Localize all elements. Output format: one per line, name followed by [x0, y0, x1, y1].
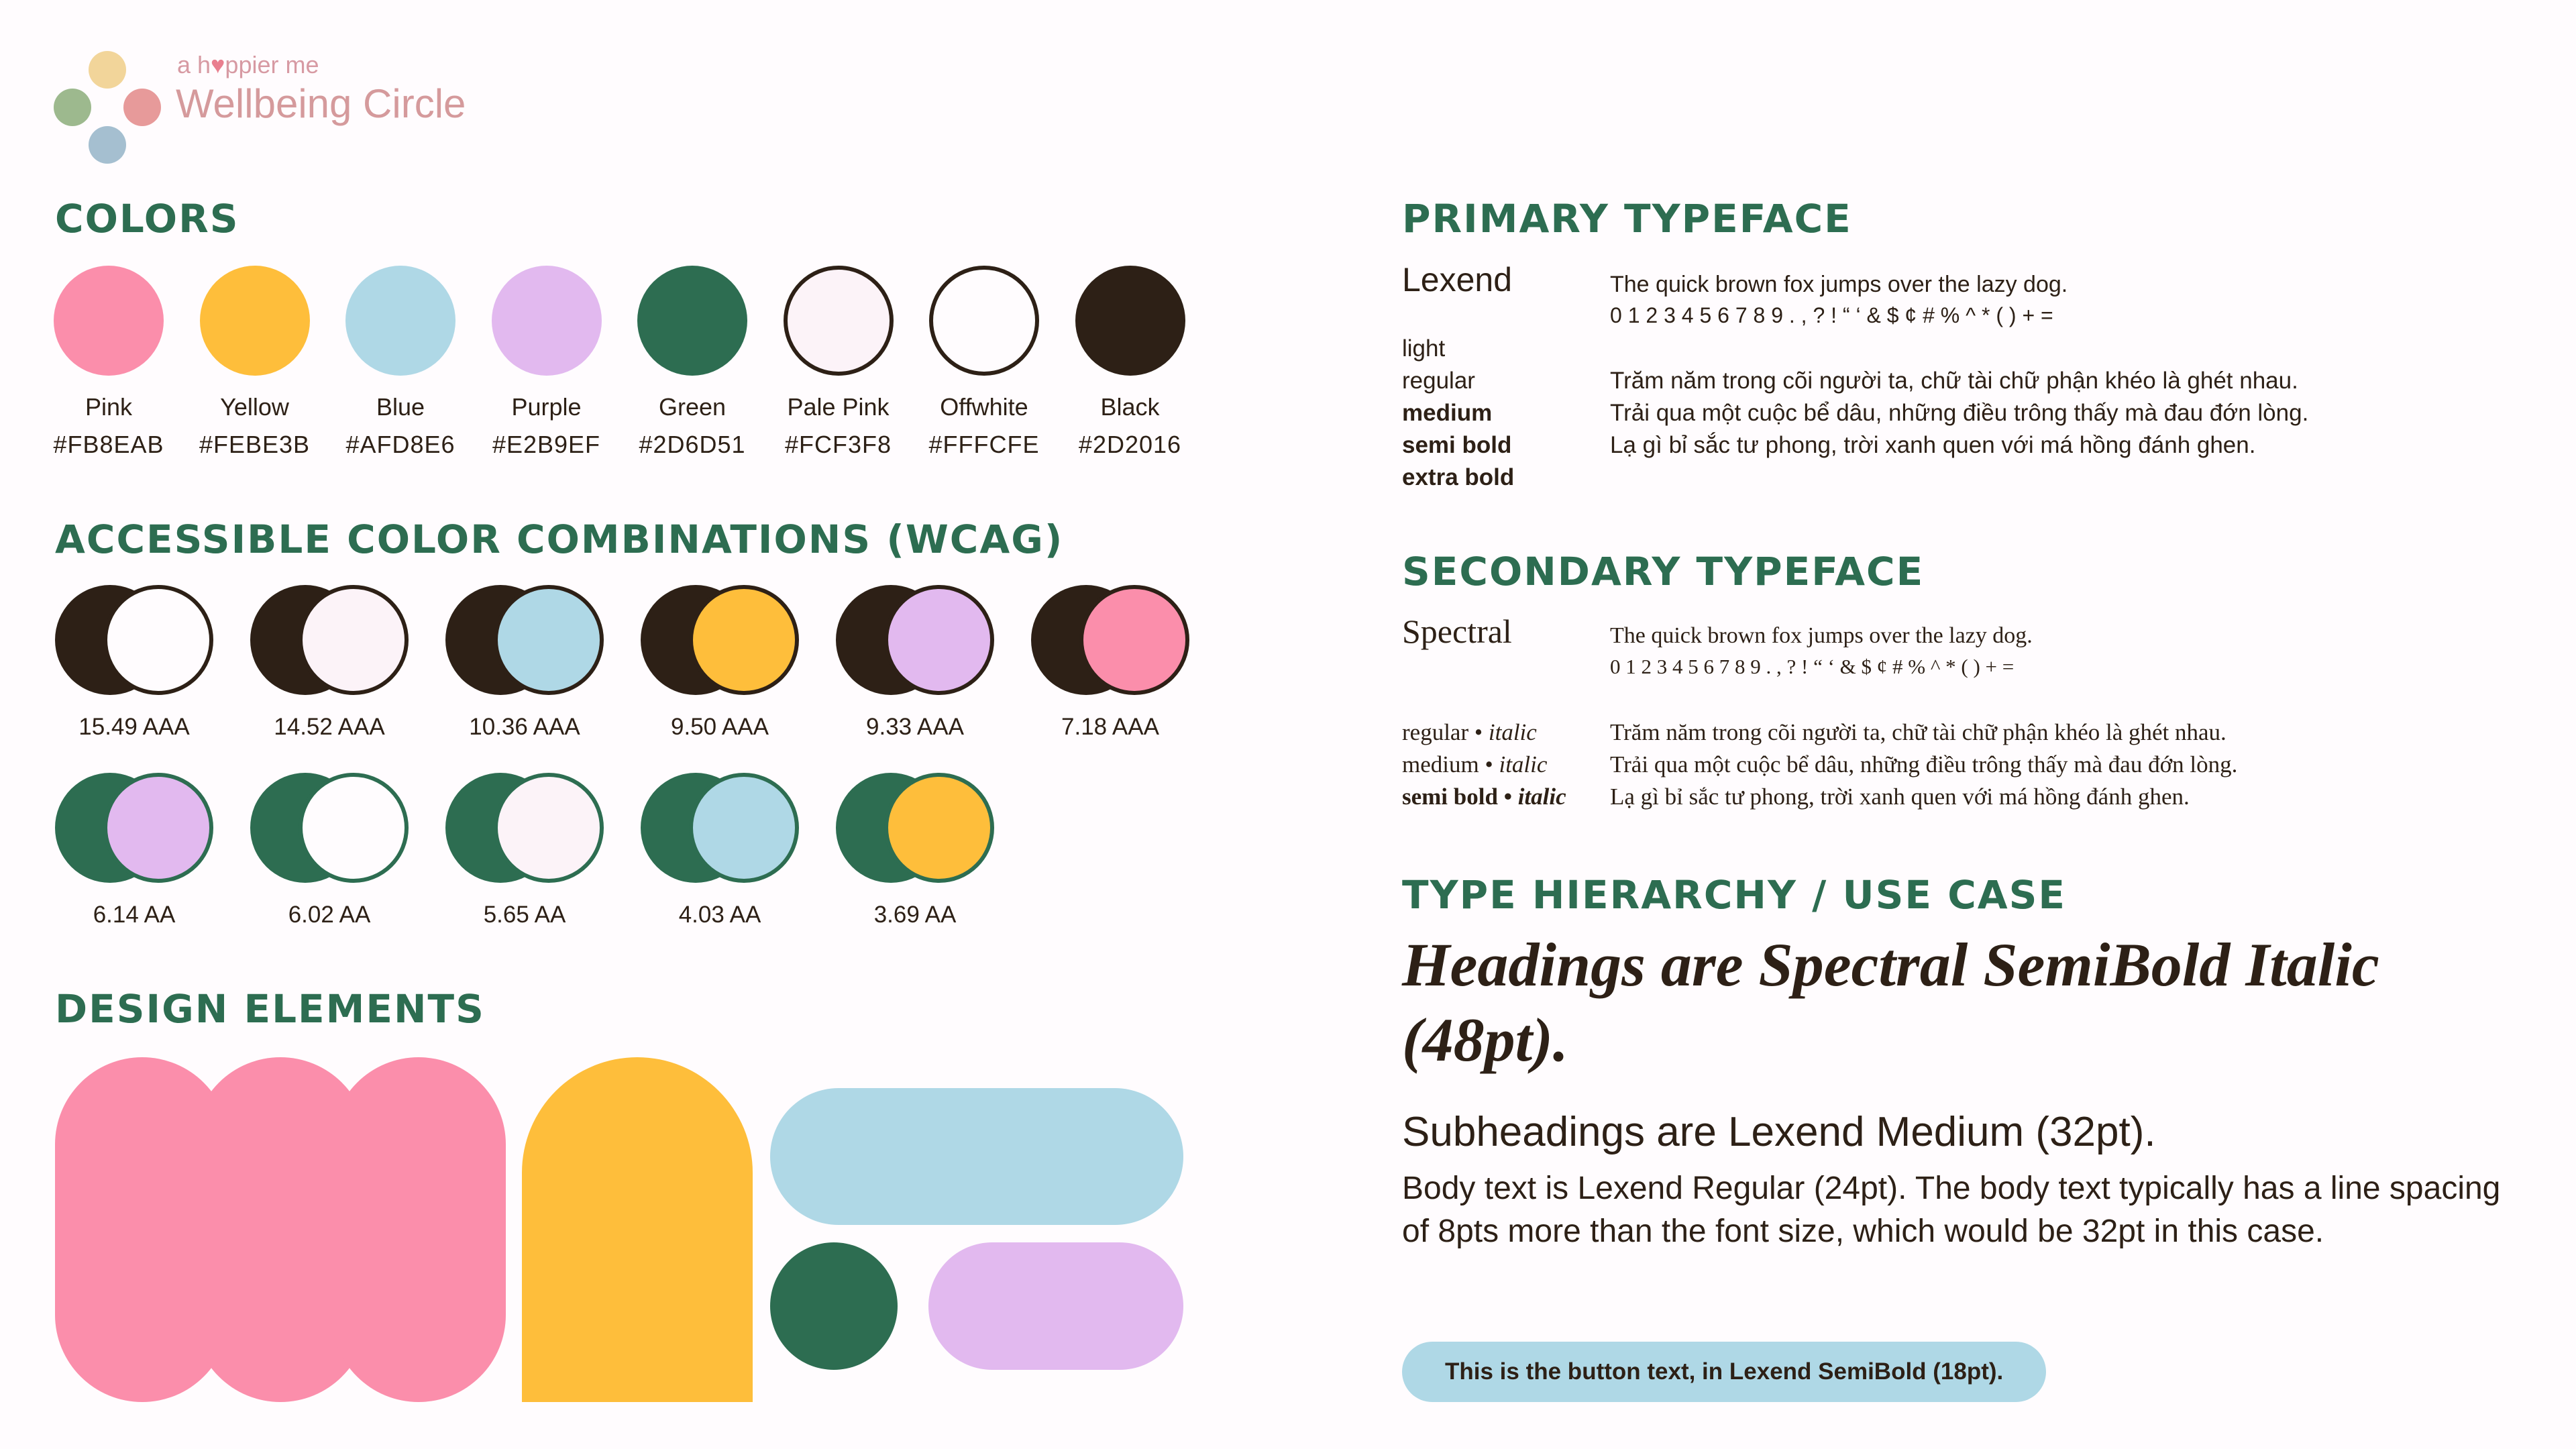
secondary-lines	[1610, 716, 2237, 813]
colors-heading: COLORS	[55, 196, 239, 241]
design-heading: DESIGN ELEMENTS	[55, 986, 485, 1032]
secondary-name: Spectral	[1402, 612, 1512, 650]
swatch-blue	[333, 266, 468, 459]
combo-7	[55, 773, 213, 883]
secondary-weights	[1402, 716, 1566, 813]
combo-2	[250, 585, 409, 695]
combo-label: 10.36 AAA	[469, 714, 580, 740]
swatch-black	[1063, 266, 1197, 459]
weight-regular: regular	[1402, 368, 1475, 394]
swatch-pink	[42, 266, 176, 459]
weight-medium: medium	[1402, 400, 1493, 426]
combo-label: 6.02 AA	[288, 902, 371, 928]
swatch-circle	[1075, 266, 1185, 376]
combo-overlay-circle	[103, 585, 213, 695]
swatch-hex: #FFFCFE	[928, 431, 1040, 458]
combo-5	[836, 585, 994, 695]
yellow-arch	[522, 1057, 753, 1402]
logo-dot-right	[123, 89, 161, 126]
combo-label: 7.18 AAA	[1061, 714, 1159, 740]
swatch-name: Black	[1100, 393, 1160, 421]
hierarchy-body: Body text is Lexend Regular (24pt). The body text typically has a line spacing of 8pts more than the font size, which would be 32pt in this case.	[1402, 1171, 2501, 1249]
sweight-regular-italic: italic	[1488, 719, 1537, 745]
combo-4	[641, 585, 799, 695]
swatch-name: Purple	[511, 393, 582, 421]
combo-3	[445, 585, 604, 695]
secondary-sample: The quick brown fox jumps over the lazy dog.	[1610, 623, 2033, 648]
swatch-hex: #FEBE3B	[199, 431, 311, 458]
swatch-hex: #FB8EAB	[53, 431, 164, 458]
swatch-name: Offwhite	[940, 393, 1028, 421]
primary-sample: The quick brown fox jumps over the lazy dog.	[1610, 272, 2068, 297]
primary-glyphs: 0 1 2 3 4 5 6 7 8 9 . , ? ! “ ‘ & $ ¢ # % ^ * ( ) + =	[1610, 303, 2053, 327]
sweight-regular	[1402, 716, 1566, 749]
combo-label: 9.50 AAA	[671, 714, 769, 740]
combo-label: 4.03 AA	[678, 902, 761, 928]
sweight-semibold	[1402, 781, 1566, 813]
combo-label: 15.49 AAA	[78, 714, 190, 740]
logo-tagline	[177, 51, 319, 79]
combo-label: 14.52 AAA	[274, 714, 385, 740]
tagline-pre: a h	[177, 51, 211, 78]
purple-pill	[928, 1242, 1183, 1370]
combo-overlay-circle	[884, 773, 994, 883]
secondary-line-3: Lạ gì bỉ sắc tư phong, trời xanh quen với má hồng đánh ghen.	[1610, 784, 2190, 810]
swatch-name: Blue	[376, 393, 425, 421]
secondary-line-2: Trải qua một cuộc bể dâu, những điều trông thấy mà đau đớn lòng.	[1610, 751, 2238, 777]
swatch-circle	[200, 266, 310, 376]
sweight-semibold-label: semi bold	[1402, 784, 1498, 810]
primary-weights	[1402, 333, 1514, 494]
weight-semi-bold: semi bold	[1402, 432, 1512, 458]
sweight-medium-italic: italic	[1499, 751, 1548, 777]
combo-1	[55, 585, 213, 695]
sweight-medium-label: medium	[1402, 751, 1479, 777]
combo-11	[836, 773, 994, 883]
bullet: •	[1468, 719, 1489, 745]
combo-overlay-circle	[689, 773, 799, 883]
hierarchy-h2: Subheadings are Lexend Medium (32pt).	[1402, 1109, 2156, 1155]
swatch-offwhite	[917, 266, 1051, 459]
secondary-glyphs: 0 1 2 3 4 5 6 7 8 9 . , ? ! “ ‘ & $ ¢ # % ^ * ( ) + =	[1610, 655, 2015, 678]
secondary-heading: SECONDARY TYPEFACE	[1402, 549, 1925, 594]
combo-overlay-circle	[494, 585, 604, 695]
combo-overlay-circle	[103, 773, 213, 883]
sweight-medium	[1402, 749, 1566, 781]
accessible-heading: ACCESSIBLE COLOR COMBINATIONS (WCAG)	[55, 517, 1064, 562]
heart-icon: ♥	[211, 51, 225, 78]
swatch-yellow	[188, 266, 322, 459]
combo-overlay-circle	[494, 773, 604, 883]
hierarchy-h1: Headings are Spectral SemiBold Italic (48pt).	[1402, 930, 2379, 1074]
bullet: •	[1497, 784, 1518, 810]
combo-10	[641, 773, 799, 883]
swatch-purple	[480, 266, 614, 459]
swatch-name: Yellow	[220, 393, 289, 421]
combo-8	[250, 773, 409, 883]
combo-6	[1031, 585, 1189, 695]
combo-9	[445, 773, 604, 883]
primary-paragraph: Trăm năm trong cõi người ta, chữ tài chữ phận khéo là ghét nhau. Trải qua một cuộc bể dâu, những điều trông thấy mà đau đớn lòng. Lạ gì bỉ sắc tư phong, trời xanh quen với má hồng đánh ghen.	[1610, 368, 2309, 458]
combo-overlay-circle	[299, 773, 409, 883]
swatch-hex: #FCF3F8	[784, 431, 892, 458]
swatch-circle	[345, 266, 455, 376]
swatch-circle	[929, 266, 1039, 376]
combo-overlay-circle	[884, 585, 994, 695]
combo-overlay-circle	[299, 585, 409, 695]
pink-scallop-fill	[55, 1144, 506, 1315]
swatch-name: Pink	[85, 393, 133, 421]
combo-label: 6.14 AA	[93, 902, 176, 928]
logo-name: Wellbeing Circle	[176, 81, 466, 126]
blue-pill	[770, 1088, 1183, 1225]
combo-label: 5.65 AA	[483, 902, 566, 928]
swatch-hex: #AFD8E6	[345, 431, 455, 458]
secondary-line-1: Trăm năm trong cõi người ta, chữ tài chữ phận khéo là ghét nhau.	[1610, 719, 2226, 745]
primary-heading: PRIMARY TYPEFACE	[1402, 196, 1852, 241]
sweight-semibold-italic: italic	[1517, 784, 1566, 810]
sweight-regular-label: regular	[1402, 719, 1469, 745]
swatch-hex: #2D6D51	[639, 431, 746, 458]
combo-overlay-circle	[1079, 585, 1189, 695]
swatch-name: Green	[658, 393, 727, 421]
swatch-name: Pale Pink	[787, 393, 890, 421]
swatch-green	[625, 266, 759, 459]
combo-overlay-circle	[689, 585, 799, 695]
swatch-pale-pink	[771, 266, 906, 459]
sample-button[interactable]: This is the button text, in Lexend SemiBold (18pt).	[1402, 1342, 2046, 1402]
logo-dot-bottom	[89, 126, 126, 164]
weight-extra-bold: extra bold	[1402, 464, 1515, 490]
swatch-circle	[492, 266, 602, 376]
tagline-post: ppier me	[225, 51, 319, 78]
swatch-hex: #2D2016	[1078, 431, 1182, 458]
swatch-circle	[54, 266, 164, 376]
swatch-circle	[637, 266, 747, 376]
weight-light: light	[1402, 335, 1446, 362]
combo-label: 9.33 AAA	[866, 714, 964, 740]
logo-dot-top	[89, 51, 126, 89]
bullet: •	[1479, 751, 1499, 777]
swatch-circle	[784, 266, 894, 376]
logo	[52, 51, 482, 165]
hierarchy-heading: TYPE HIERARCHY / USE CASE	[1402, 872, 2067, 918]
combo-label: 3.69 AA	[873, 902, 957, 928]
swatch-hex: #E2B9EF	[492, 431, 601, 458]
green-circle	[770, 1242, 898, 1370]
logo-dot-left	[54, 89, 91, 126]
primary-name: Lexend	[1402, 261, 1513, 299]
